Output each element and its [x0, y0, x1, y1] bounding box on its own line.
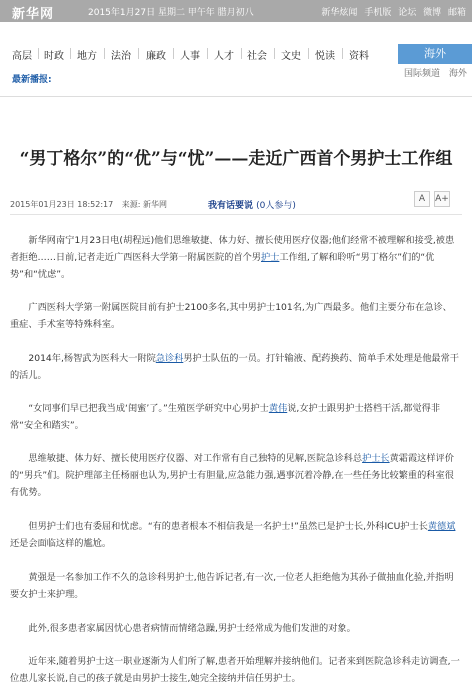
article-source: 来源: 新华网: [121, 200, 167, 209]
nav-divider: [104, 48, 105, 59]
header-date: 2015年1月27日 星期二 甲午年 腊月初八: [88, 8, 254, 18]
nav-divider: [207, 48, 208, 59]
article-paragraph: 但男护士们也有委屈和忧虑。“有的患者根本不相信我是一名护士!”虽然已是护士长,外科ICU护士长黄德斌还是会面临这样的尴尬。: [10, 521, 456, 549]
nav-divider: [138, 48, 139, 59]
article-paragraph: 新华网南宁1月23日电(胡程远)他们思维敏捷、体力好、擅长使用医疗仪器;他们经常不被理解和接受,被患者拒绝……日前,记者走近广西医科大学第一附属医院的首个男护士工作组,了解和聆听“男丁格尔”们的“优势”和“忧虑”。: [10, 235, 455, 280]
keyword-link-huangdebin[interactable]: 黄德斌: [427, 521, 456, 532]
nav-item-lianzheng[interactable]: 廉政: [146, 51, 166, 62]
article-paragraph: “女同事们早已把我当成‘闺蜜’了。”生殖医学研究中心男护士黄伟说,女护士跟男护士搭档干活,都觉得非常“安全和踏实”。: [10, 403, 441, 431]
font-smaller-button[interactable]: A: [414, 191, 430, 207]
nav-item-ziliao[interactable]: 资料: [349, 51, 369, 62]
tab-overseas[interactable]: 海外: [398, 44, 472, 64]
nav-divider: [70, 48, 71, 59]
article-title: “男丁格尔”的“优”与“忧”——走近广西首个男护士工作组: [19, 149, 453, 169]
comment-count[interactable]: (0人参与): [256, 201, 296, 211]
overseas-subnav: [398, 66, 472, 82]
article-paragraph: 2014年,杨智武为医科大一附院急诊科男护士队伍的一员。打针输液、配药换药、简单手术处理是他最常干的活儿。: [10, 353, 459, 381]
nav-item-shehui[interactable]: 社会: [247, 51, 267, 62]
nav-item-fazhi[interactable]: 法治: [111, 51, 131, 62]
keyword-link-head-nurse[interactable]: 护士长: [362, 453, 390, 464]
article-paragraph: 此外,很多患者家属因忧心患者病情而情绪急躁,男护士经常成为他们发泄的对象。: [28, 623, 356, 634]
font-larger-button[interactable]: A+: [434, 191, 450, 207]
nav-item-gaoceng[interactable]: 高层: [12, 51, 32, 62]
nav-divider: [342, 48, 343, 59]
site-logo[interactable]: 新华网: [12, 7, 55, 22]
article-paragraph: 近年来,随着男护士这一职业逐渐为人们所了解,患者开始理解并接纳他们。记者来到医院急诊科走访调查,一位患儿家长说,自己的孩子就是由男护士接生,她完全接纳并信任男护士。: [10, 656, 460, 684]
keyword-link-emergency[interactable]: 急诊科: [155, 353, 184, 364]
top-links: [317, 5, 466, 18]
nav-divider: [241, 48, 242, 59]
top-link-mail[interactable]: 邮箱: [447, 8, 466, 18]
nav-item-yuedu[interactable]: 悦读: [315, 51, 335, 62]
header-rule: [0, 96, 472, 97]
article-paragraph: 黄强是一名参加工作不久的急诊科男护士,他告诉记者,有一次,一位老人拒绝他为其孙子做抽血化验,并指明要女护士来护理。: [10, 572, 454, 600]
nav-item-rencai[interactable]: 人才: [214, 51, 234, 62]
top-link-xuanwen[interactable]: 新华炫闻: [321, 8, 358, 18]
article-paragraph: 思维敏捷、体力好、擅长使用医疗仪器、对工作常有自己独特的见解,医院急诊科总护士长黄霜霞这样评价的“男兵”们。院护理部主任杨丽也认为,男护士有胆量,应急能力强,遇事沉着冷静,在一些任务比较繁重的科室很有优势。: [10, 453, 454, 498]
nav-divider: [173, 48, 174, 59]
article-paragraph: 广西医科大学第一附属医院目前有护士2100多名,其中男护士101名,为广西最多。他们主要分布在急诊、重症、手术室等特殊科室。: [10, 302, 452, 330]
top-link-weibo[interactable]: 微博: [423, 8, 442, 18]
nav-divider: [274, 48, 275, 59]
article-meta: [10, 199, 167, 210]
meta-divider: [10, 214, 462, 215]
article-date: 2015年01月23日 18:52:17: [10, 200, 114, 209]
nav-divider: [308, 48, 309, 59]
subnav-item-international[interactable]: 国际频道: [404, 69, 441, 79]
nav-item-wenshi[interactable]: 文史: [281, 51, 301, 62]
comment-label[interactable]: 我有话要说: [208, 201, 254, 211]
top-link-mobile[interactable]: 手机版: [364, 8, 392, 18]
top-bar: [0, 0, 472, 22]
keyword-link-huangwei[interactable]: 黄伟: [268, 403, 288, 414]
nav-divider: [38, 48, 39, 59]
comment-link[interactable]: [208, 198, 296, 211]
keyword-link-nurse[interactable]: 护士: [260, 252, 280, 263]
top-link-forum[interactable]: 论坛: [398, 8, 417, 18]
nav-item-shizheng[interactable]: 时政: [44, 51, 64, 62]
nav-item-renshi[interactable]: 人事: [180, 51, 200, 62]
nav-item-difang[interactable]: 地方: [77, 51, 97, 62]
subnav-item-overseas[interactable]: 海外: [448, 69, 467, 79]
latest-news-label: 最新播报:: [12, 75, 52, 85]
